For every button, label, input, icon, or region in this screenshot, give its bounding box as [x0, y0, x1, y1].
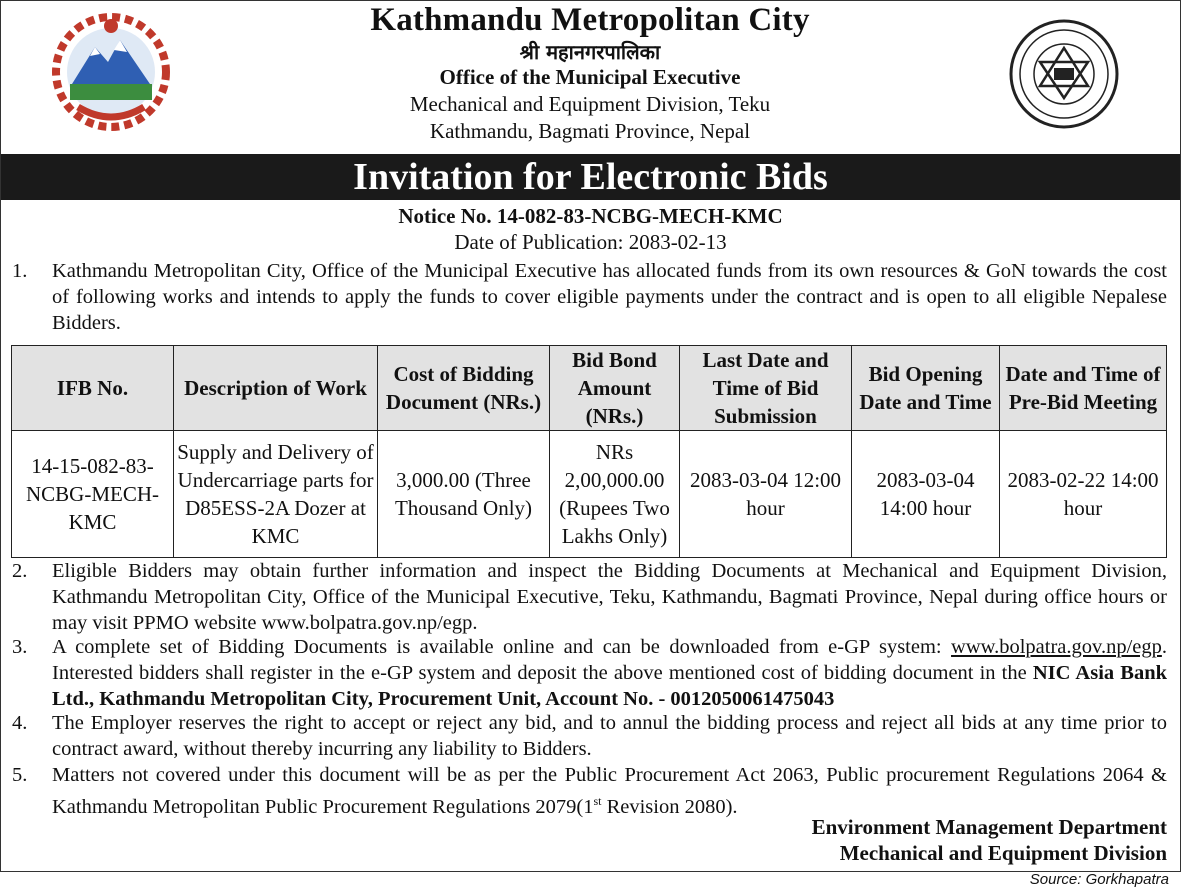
source-credit: Source: Gorkhapatra — [1029, 871, 1169, 888]
paragraph-4 — [12, 710, 1167, 762]
ordinal-superscript: st — [593, 794, 602, 808]
paragraph-1 — [12, 258, 1167, 336]
signature-department: Environment Management Department — [811, 815, 1167, 839]
paragraph-text: Kathmandu Metropolitan City, Office of the Municipal Executive has allocated funds from its own resources & GoN towards the cost of following works and intends to apply the funds to cover eligible payments under the contract and is open to all eligible Nepalese Bidders. — [52, 260, 1167, 334]
page-title-banner: Invitation for Electronic Bids — [1, 154, 1180, 200]
bank-account-details: NIC Asia Bank Ltd., Kathmandu Metropolitan City, Procurement Unit, Account No. - 0012050061475043 — [52, 662, 1167, 710]
header-bid-bond: Bid Bond Amount (NRs.) — [550, 346, 680, 431]
bid-table — [11, 345, 1167, 558]
signature-division: Mechanical and Equipment Division — [839, 841, 1167, 865]
paragraph-text-part: . Interested bidders shall register in the e-GP system and deposit the above mentioned cost of bidding document in the — [52, 636, 1167, 684]
header-description: Description of Work — [174, 346, 378, 431]
paragraph-number: 2. — [12, 560, 28, 582]
paragraph-number: 3. — [12, 636, 28, 658]
header-ifb-no: IFB No. — [12, 346, 174, 431]
paragraph-2 — [12, 558, 1167, 636]
paragraph-number: 5. — [12, 764, 28, 786]
egp-link[interactable]: www.bolpatra.gov.np/egp — [951, 636, 1162, 658]
paragraph-number: 1. — [12, 260, 28, 282]
header-last-date: Last Date and Time of Bid Submission — [680, 346, 852, 431]
kmc-seal-icon — [1004, 18, 1124, 130]
paragraph-text-part: A complete set of Bidding Documents is available online and can be downloaded from e-GP system: — [52, 636, 952, 658]
nepal-emblem-icon — [50, 12, 172, 134]
notice-number: Notice No. 14-082-83-NCBG-MECH-KMC — [398, 204, 783, 228]
address: Kathmandu, Bagmati Province, Nepal — [429, 119, 751, 143]
header-cost: Cost of Bidding Document (NRs.) — [378, 346, 550, 431]
paragraph-text — [52, 762, 1167, 820]
paragraph-3 — [12, 634, 1167, 712]
table-header-row — [12, 346, 1167, 431]
paragraph-number: 4. — [12, 712, 28, 734]
table-row — [12, 431, 1167, 558]
city-title: Kathmandu Metropolitan City — [370, 2, 810, 38]
cell-cost: 3,000.00 (Three Thousand Only) — [378, 431, 550, 558]
cell-pre-bid: 2083-02-22 14:00 hour — [1000, 431, 1167, 558]
paragraph-text: The Employer reserves the right to accept or reject any bid, and to annul the bidding process and reject all bids at any time prior to contract award, without thereby incurring any liability to Bidders. — [52, 712, 1167, 760]
header-pre-bid: Date and Time of Pre-Bid Meeting — [1000, 346, 1167, 431]
paragraph-text-part: Matters not covered under this document will be as per the Public Procurement Act 2063, Public procurement Regulations 2064 & Kathmandu Metropolitan Public Procurement Regulations 2079(1 — [52, 764, 1167, 818]
paragraph-text: Eligible Bidders may obtain further information and inspect the Bidding Documents at Mechanical and Equipment Division, Kathmandu Metropolitan City, Office of the Municipal Executive, Teku, Kathmandu, Bagmati Province, Nepal during office hours or may visit PPMO website www.bolpatra.gov.np/egp. — [52, 560, 1167, 634]
office-name: Office of the Municipal Executive — [439, 65, 741, 89]
cell-opening: 2083-03-04 14:00 hour — [852, 431, 1000, 558]
cell-ifb-no: 14-15-082-83-NCBG-MECH-KMC — [12, 431, 174, 558]
publication-date: Date of Publication: 2083-02-13 — [454, 230, 727, 254]
cell-last-date: 2083-03-04 12:00 hour — [680, 431, 852, 558]
header — [0, 0, 1181, 152]
division-name: Mechanical and Equipment Division, Teku — [409, 92, 771, 116]
city-title-nepali: श्री महानगरपालिका — [519, 40, 661, 64]
paragraph-text — [52, 634, 1167, 712]
cell-description: Supply and Delivery of Undercarriage parts for D85ESS-2A Dozer at KMC — [174, 431, 378, 558]
cell-bid-bond: NRs 2,00,000.00 (Rupees Two Lakhs Only) — [550, 431, 680, 558]
paragraph-5 — [12, 762, 1167, 820]
paragraph-text-part: Revision 2080). — [601, 795, 738, 818]
header-opening: Bid Opening Date and Time — [852, 346, 1000, 431]
